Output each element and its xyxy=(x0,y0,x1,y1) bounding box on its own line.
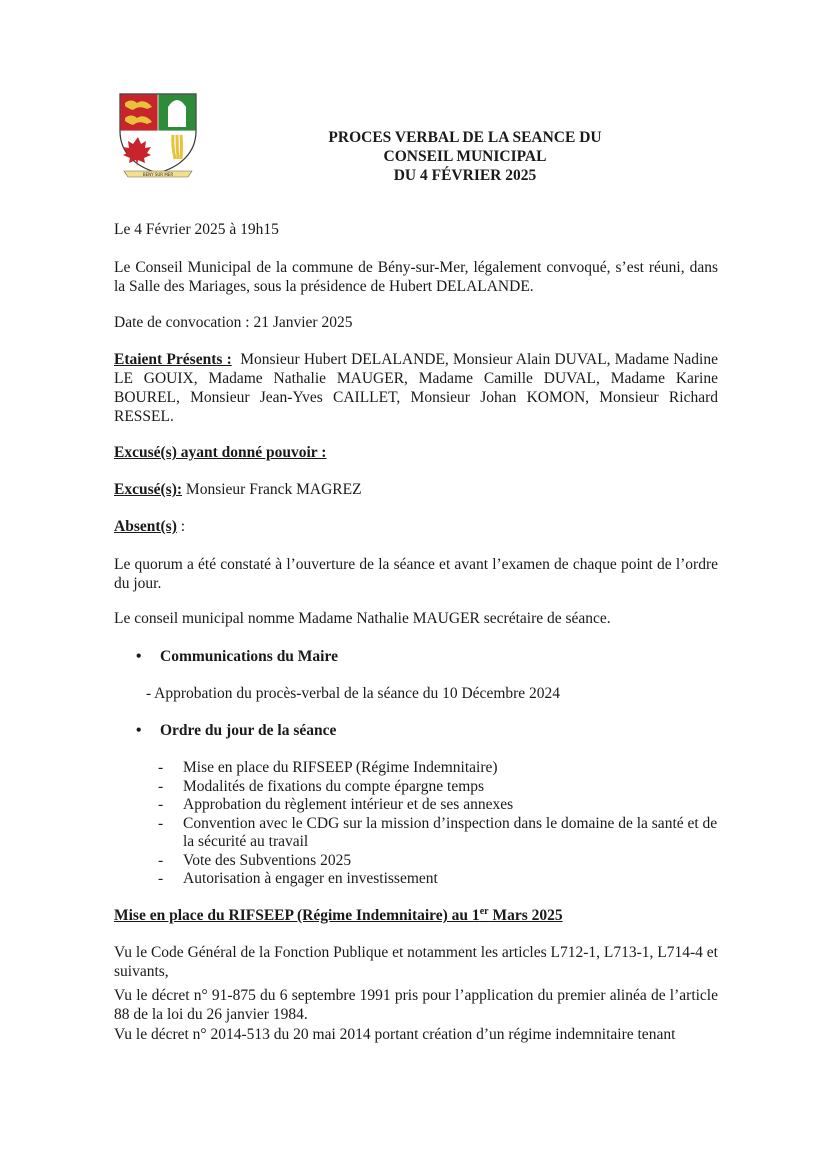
title-line-2: CONSEIL MUNICIPAL xyxy=(383,148,547,165)
secretary-statement: Le conseil municipal nomme Madame Nathalie MAUGER secrétaire de séance. xyxy=(114,610,611,627)
communications-heading-text: Communications du Maire xyxy=(160,648,338,665)
absent-label: Absent(s) xyxy=(114,518,177,535)
absent-members xyxy=(114,517,718,536)
crest-banner-text: BENY SUR MER xyxy=(142,172,174,177)
dash-icon: - xyxy=(158,814,164,832)
excused-members xyxy=(114,480,718,499)
excused-label: Excusé(s): xyxy=(114,481,183,498)
legal-reference-3: Vu le décret n° 2014-513 du 20 mai 2014 portant création d’un régime indemnitaire tenant xyxy=(114,1026,676,1043)
dash-icon: - xyxy=(158,851,164,869)
agenda-item: - Approbation du règlement intérieur et de ses annexes xyxy=(158,796,514,813)
excused-proxy-label: Excusé(s) ayant donné pouvoir : xyxy=(114,444,327,461)
section-title-rifseep: Mise en place du RIFSEEP (Régime Indemnitaire) au 1er Mars 2025 xyxy=(114,906,563,925)
excused-names: Monsieur Franck MAGREZ xyxy=(185,481,362,498)
agenda-heading-text: Ordre du jour de la séance xyxy=(160,722,337,739)
quorum-statement: Le quorum a été constaté à l’ouverture de la séance et avant l’examen de chaque point de l’ordre du jour. xyxy=(114,556,718,592)
dash-icon: - xyxy=(158,870,164,887)
communications-heading xyxy=(136,647,338,666)
dash-icon: - xyxy=(158,759,164,776)
agenda-heading xyxy=(136,721,336,740)
present-label: Etaient Présents : xyxy=(114,351,232,368)
communications-item: - Approbation du procès-verbal de la séance du 10 Décembre 2024 xyxy=(146,685,561,702)
meeting-date-time: Le 4 Février 2025 à 19h15 xyxy=(114,221,279,238)
ordinal-superscript: er xyxy=(479,906,489,917)
crest-wheat xyxy=(173,135,182,159)
legal-reference-2: Vu le décret n° 91-875 du 6 septembre 1991 pris pour l’application du premier alinéa de l’article 88 de la loi du 26 janvier 1984. xyxy=(114,987,718,1023)
crest-quarter-red xyxy=(121,95,158,131)
excused-proxy xyxy=(114,443,718,462)
present-members xyxy=(114,350,718,426)
agenda-item: - Modalités de fixations du compte épargne temps xyxy=(158,777,485,795)
crest-mitre xyxy=(168,100,186,127)
agenda-item: - Autorisation à engager en investissement xyxy=(158,870,438,887)
bullet-icon: • xyxy=(136,648,142,665)
bullet-icon: • xyxy=(136,722,142,739)
present-names: Monsieur Hubert DELALANDE, Monsieur Alain DUVAL, Madame Nadine LE GOUIX, Madame Nathalie MAUGER, Madame Camille DUVAL, Madame Karine BOUREL, Monsieur Jean-Yves CAILLET, Monsieur Johan KOMON, Monsieur Richard RESSEL. xyxy=(114,351,718,425)
dash-icon: - xyxy=(158,777,164,795)
convocation-date: Date de convocation : 21 Janvier 2025 xyxy=(114,314,353,331)
absent-suffix: : xyxy=(180,518,186,535)
agenda-item: - Vote des Subventions 2025 xyxy=(158,851,352,869)
document-title xyxy=(300,128,630,185)
agenda-item: - Mise en place du RIFSEEP (Régime Indemnitaire) xyxy=(158,759,498,776)
legal-reference-1: Vu le Code Général de la Fonction Publique et notamment les articles L712-1, L713-1, L714-4 et suivants, xyxy=(114,944,718,980)
agenda-list xyxy=(158,759,718,889)
title-line-1: PROCES VERBAL DE LA SEANCE DU xyxy=(328,129,602,146)
meeting-intro: Le Conseil Municipal de la commune de Bény-sur-Mer, légalement convoqué, s’est réuni, dans la Salle des Mariages, sous la présidence de Hubert DELALANDE. xyxy=(114,259,718,295)
municipal-crest-logo xyxy=(116,91,200,183)
agenda-item: - Convention avec le CDG sur la mission d’inspection dans le domaine de la santé et de la sécurité au travail xyxy=(158,814,718,850)
dash-icon: - xyxy=(158,796,164,813)
title-line-3: DU 4 FÉVRIER 2025 xyxy=(393,167,537,184)
